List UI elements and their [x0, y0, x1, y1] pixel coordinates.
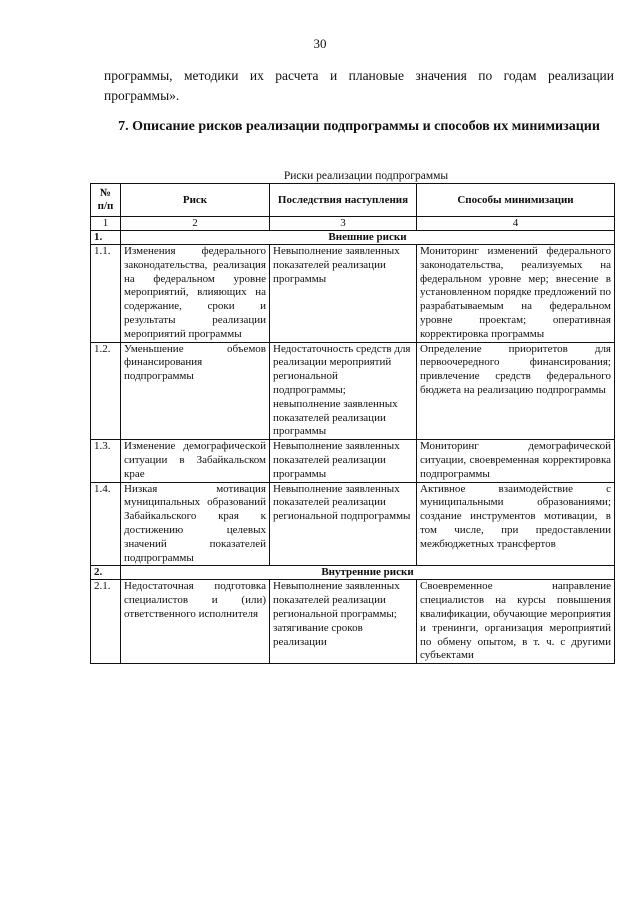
section-number: 2. [91, 566, 121, 580]
consequences-cell: Невыполнение заявленных показателей реализации региональной программы; затягивание сроков реализации [270, 580, 417, 664]
risk-table [90, 183, 615, 664]
row-number: 1.4. [91, 482, 121, 566]
risk-cell: Недостаточная подготовка специалистов и (или) ответственного исполнителя [121, 580, 270, 664]
intro-paragraph: программы, методики их расчета и плановые значения по годам реализации программы». [104, 68, 614, 103]
header-consequences: Последствия наступления [270, 184, 417, 217]
consequences-cell: Невыполнение заявленных показателей реализации региональной подпрограммы [270, 482, 417, 566]
row-number: 1.2. [91, 342, 121, 440]
table-row [91, 245, 615, 343]
risk-cell: Уменьшение объемов финансирования подпрограммы [121, 342, 270, 440]
section-row-internal [91, 566, 615, 580]
section-title-internal: Внутренние риски [121, 566, 615, 580]
table-row [91, 342, 615, 440]
section-title-external: Внешние риски [121, 231, 615, 245]
methods-cell: Определение приоритетов для первоочередного финансирования; привлечение средств федерального бюджета на реализацию подпрограммы [417, 342, 615, 440]
row-number: 2.1. [91, 580, 121, 664]
section-number: 1. [91, 231, 121, 245]
header-risk: Риск [121, 184, 270, 217]
table-header-row [91, 184, 615, 217]
section-title: 7. Описание рисков реализации подпрограммы и способов их минимизации [118, 119, 600, 134]
methods-cell: Мониторинг демографической ситуации, своевременная корректировка подпрограммы [417, 440, 615, 482]
column-number: 4 [417, 217, 615, 231]
risk-cell: Изменение демографической ситуации в Забайкальском крае [121, 440, 270, 482]
row-number: 1.1. [91, 245, 121, 343]
column-numbers-row [91, 217, 615, 231]
consequences-cell: Недостаточность средств для реализации мероприятий региональной подпрограммы; невыполнение заявленных показателей реализации программы [270, 342, 417, 440]
row-number: 1.3. [91, 440, 121, 482]
methods-cell: Активное взаимодействие с муниципальными образованиями; создание инструментов мотивации, в том числе, при предоставлении межбюджетных трансфертов [417, 482, 615, 566]
consequences-cell: Невыполнение заявленных показателей реализации программы [270, 440, 417, 482]
section-row-external [91, 231, 615, 245]
table-row [91, 440, 615, 482]
methods-cell: Своевременное направление специалистов на курсы повышения квалификации, обучающие мероприятия и тренинги, организация мероприятий по обмену опытом, в т. ч. с другими субъектами [417, 580, 615, 664]
header-num: № п/п [91, 184, 121, 217]
methods-cell: Мониторинг изменений федерального законодательства, реализуемых на федеральном уровне мер; внесение в установленном порядке предложений по разрабатываемым на федеральном уровне проектам; оперативная корректировка программы [417, 245, 615, 343]
risk-cell: Изменения федерального законодательства, реализация на федеральном уровне мероприятий, влияющих на содержание, сроки и результаты реализации мероприятий программы [121, 245, 270, 343]
table-row [91, 482, 615, 566]
consequences-cell: Невыполнение заявленных показателей реализации программы [270, 245, 417, 343]
table-row [91, 580, 615, 664]
header-methods: Способы минимизации [417, 184, 615, 217]
column-number: 3 [270, 217, 417, 231]
column-number: 1 [91, 217, 121, 231]
risk-cell: Низкая мотивация муниципальных образований Забайкальского края к достижению целевых значений показателей подпрограммы [121, 482, 270, 566]
page-number: 30 [313, 36, 327, 51]
column-number: 2 [121, 217, 270, 231]
table-caption: Риски реализации подпрограммы [283, 170, 449, 182]
